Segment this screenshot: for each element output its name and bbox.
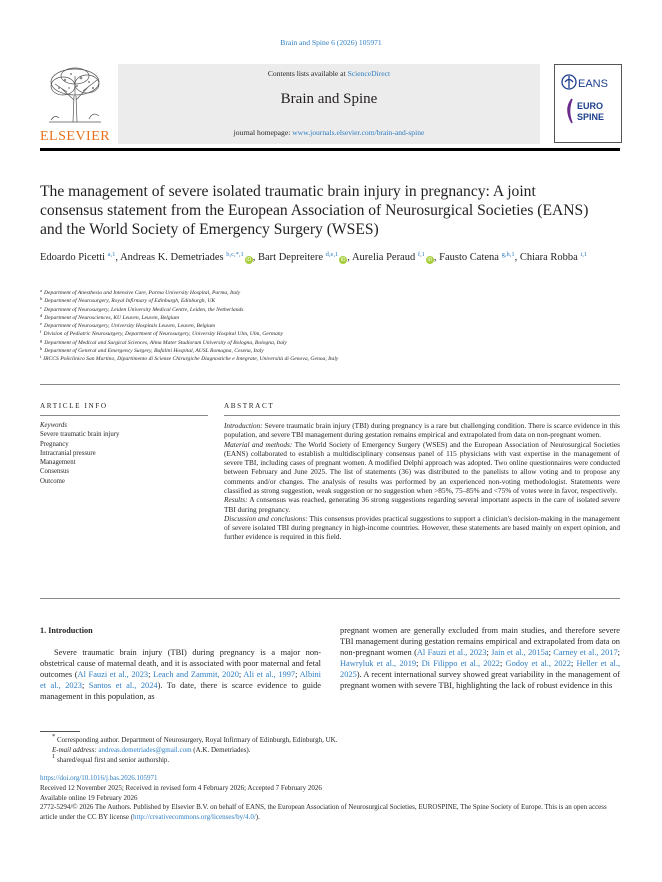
abstract-heading: ABSTRACT [224, 402, 275, 410]
journal-header-box [118, 64, 540, 144]
abstract-section-label: Material and methods: [224, 439, 293, 449]
footnotes [40, 735, 620, 765]
affiliation-item [40, 355, 620, 363]
citation-link[interactable]: Carney et al., 2017 [553, 647, 618, 657]
contents-line [118, 69, 540, 78]
author-affiliation-marks[interactable]: i,1 [580, 251, 588, 258]
keyword-item: Outcome [40, 477, 65, 485]
body-text: ; [238, 669, 244, 679]
abstract-rule [224, 415, 620, 416]
affiliation-key: a [40, 288, 42, 293]
introduction-right-column [340, 626, 620, 692]
author-separator: , [433, 252, 440, 263]
introduction-paragraph-right [340, 626, 620, 692]
affiliation-divider [40, 384, 620, 385]
affiliation-list [40, 289, 620, 364]
affiliation-item [40, 306, 620, 314]
body-text: ; [548, 647, 554, 657]
publication-info [40, 774, 620, 823]
affiliation-key: f [40, 329, 42, 335]
affiliation-text: Department of Neurosurgery, Leiden University Medical Centre, Leiden, the Netherlands [44, 306, 244, 313]
orcid-icon[interactable]: iD [340, 257, 346, 263]
article-info-rule [40, 415, 208, 416]
abstract-body [224, 421, 620, 542]
license-link[interactable]: http://creativecommons.org/licenses/by/4.0/ [133, 813, 256, 822]
keyword-item: Pregnancy [40, 440, 69, 448]
journal-name: Brain and Spine [280, 91, 378, 107]
body-text: ). To date, there is scarce evidence to guide management in this population, as [40, 680, 321, 701]
keyword-item: Consensus [40, 468, 70, 476]
affiliation-item [40, 297, 620, 305]
citation-link[interactable]: Santos et al., 2024 [88, 680, 158, 690]
body-text: ; [416, 658, 422, 668]
article-title: The management of severe isolated traumatic brain injury in pregnancy: A joint consensus statement from the European Association of Neurosurgical Societies (EANS) and the World Society of Emergency Surgery (WSES) [40, 183, 589, 238]
author-separator: , [115, 252, 121, 263]
author-name[interactable]: Fausto Catena [439, 252, 499, 263]
email-link[interactable]: andreas.demetriades@gmail.com [98, 746, 192, 754]
affiliation-text: Department of Medical and Surgical Sciences, Alma Mater Studiorum University of Bologna, Bologna, Italy [44, 339, 287, 346]
corresponding-text: Corresponding author. Department of Neurosurgery, Royal Infirmary of Edinburgh, Edinburgh, UK. [57, 736, 338, 744]
affiliation-text: IRCCS Policlinico San Martino, Dipartimento di Scienze Chirurgiche Diagnostiche e Integrate, Università di Genova, Genoa, Italy [43, 356, 339, 363]
author-name[interactable]: Aurelia Peraud [351, 252, 416, 263]
doi-link[interactable]: https://doi.org/10.1016/j.bas.2026.105971 [40, 774, 158, 782]
citation-link[interactable]: Al Fauzi et al., 2023 [416, 647, 487, 657]
keyword-item: Intracranial pressure [40, 449, 96, 457]
available-online: Available online 19 February 2026 [40, 793, 138, 802]
author-affiliation-marks[interactable]: a,1 [107, 251, 116, 258]
email-footnote [40, 745, 620, 755]
license-suffix: ). [255, 813, 260, 822]
affiliation-item [40, 314, 620, 322]
affiliation-text: Department of Neurosurgery, University Hospitals Leuven, Leuven, Belgium [44, 323, 216, 330]
introduction-left-column [40, 648, 321, 703]
elsevier-tree-icon [43, 66, 107, 124]
author-affiliation-marks[interactable]: b,c,*,1 [226, 251, 244, 258]
affiliation-key: i [40, 354, 42, 360]
homepage-prefix: journal homepage: [233, 128, 293, 137]
author-separator: , [252, 252, 258, 263]
article-info-heading: ARTICLE INFO [40, 402, 108, 410]
affiliation-item [40, 339, 620, 347]
affiliation-key: c [40, 304, 42, 310]
abstract-section-text: This consensus provides practical suggestions to support a clinician's decision-making in the management of severe isolated TBI during pregnancy in high-income countries. However, these statements are based mainly on expert opinion, and further evidence is required in this field. [224, 513, 620, 542]
journal-cover-graphic [555, 65, 621, 142]
corresponding-mark: * [52, 733, 56, 740]
eans-logo-text: EANS [578, 78, 608, 90]
abstract-paragraph [224, 440, 620, 496]
author-affiliation-marks[interactable]: g,h,1 [501, 251, 515, 258]
abstract-section-text: The World Society of Emergency Surgery (WSES) and the European Association of Neurosurgical Societies (EANS) collaborated to establish a multidisciplinary consensus panel of 115 physicians with vast expertise in the management of severe TBI, including cases of pregnant women. A modified Delphi approach was adopted. Two online questionnaires were conducted between February and June 2025. The list of statements (36) was distributed to the panelists to allow voting and to propose any comments and/or changes. The analysis of results was performed by an experienced non-voting methodologist. Statements were classified as strong suggestion, weak suggestion or no suggestion when >85%, 75–85% and <75% of votes were in favor, respectively. [224, 439, 620, 495]
affiliation-text: Department of Anesthesia and Intensive Care, Parma University Hospital, Parma, Italy [44, 290, 241, 296]
elsevier-logo[interactable] [40, 66, 110, 146]
shared-text: shared/equal first and senior authorship. [57, 756, 170, 764]
body-text: Severe traumatic brain injury (TBI) during pregnancy is a major non-obstetrical cause of maternal death, and it is associated with poor maternal and fetal outcomes ( [40, 648, 321, 679]
header-divider [40, 148, 620, 151]
author-name[interactable]: Edoardo Picetti [40, 252, 106, 263]
affiliation-key: h [40, 346, 43, 352]
body-text: ; [617, 647, 620, 657]
abstract-paragraph [224, 421, 620, 440]
citation-link[interactable]: Leach and Zammit, 2020 [153, 669, 239, 679]
body-text: ; [295, 669, 300, 679]
affiliation-item [40, 330, 620, 338]
citation-link[interactable]: Godoy et al., 2022 [505, 658, 571, 668]
elsevier-wordmark: ELSEVIER [40, 129, 111, 144]
keyword-item: Severe traumatic brain injury [40, 431, 120, 439]
affiliation-text: Division of Pediatric Neurosurgery, Department of Neurosurgery, University Hospital Ulm, Ulm, Germany [43, 331, 284, 338]
email-suffix: (A.K. Demetriades). [191, 746, 251, 754]
corresponding-footnote [40, 735, 620, 745]
journal-cover-logo[interactable] [554, 64, 622, 143]
author-separator: , [347, 252, 352, 263]
affiliation-text: Department of Neurosciences, KU Leuven, Leuven, Belgium [44, 314, 180, 321]
affiliation-key: g [40, 337, 43, 343]
keywords-block [40, 421, 210, 486]
received-dates: Received 12 November 2025; Received in revised form 4 February 2026; Accepted 7 February 2026 [40, 783, 322, 792]
author-separator: , [514, 252, 520, 263]
abstract-section-label: Discussion and conclusions: [224, 513, 308, 523]
homepage-line [118, 128, 540, 137]
keyword-item: Management [40, 459, 76, 467]
abstract-divider [40, 598, 620, 599]
keywords-label: Keywords [40, 422, 67, 429]
citation-link[interactable]: Ali et al., 1997 [243, 669, 296, 679]
body-text: ; [500, 658, 506, 668]
citation-link[interactable]: Di Filippo et al., 2022 [421, 658, 500, 668]
body-text: ). A recent international survey showed great variability in the management of pregnant women with severe TBI, highlighting the lack of robust evidence in this [340, 669, 620, 690]
orcid-icon[interactable]: iD [427, 257, 433, 263]
author-affiliation-marks[interactable]: f,1 [417, 251, 425, 258]
citation-link[interactable]: Heller et al., 2025 [340, 658, 621, 679]
contents-prefix: Contents lists available at [267, 69, 348, 78]
eurospine-logo-text-2: SPINE [577, 112, 605, 122]
eurospine-logo-text-1: EURO [577, 101, 604, 111]
body-text: ; [81, 680, 89, 690]
license-statement [40, 803, 620, 823]
affiliation-item [40, 289, 620, 297]
introduction-paragraph-left [40, 648, 321, 703]
affiliation-item [40, 347, 620, 355]
abstract-paragraph [224, 495, 620, 514]
abstract-section-label: Introduction: [224, 421, 263, 430]
affiliation-key: d [40, 312, 43, 318]
homepage-link[interactable]: www.journals.elsevier.com/brain-and-spine [292, 128, 425, 137]
affiliation-item [40, 322, 620, 330]
email-label: E-mail address: [52, 746, 97, 754]
orcid-icon[interactable]: iD [246, 257, 252, 263]
shared-authorship-footnote [40, 755, 620, 765]
journal-citation-link[interactable]: Brain and Spine 6 (2026) 105971 [280, 38, 382, 47]
sciencedirect-link[interactable]: ScienceDirect [347, 69, 391, 78]
license-text: 2772-5294/© 2026 The Authors. Published by Elsevier B.V. on behalf of EANS, the European Association of Neurosurgical Societies, EUROSPINE, The Spine Society of Europe. This is an open access article under the CC BY license ( [40, 803, 607, 822]
footnote-rule [40, 731, 80, 732]
author-name[interactable]: Andreas K. Demetriades [120, 252, 224, 263]
author-list [40, 250, 620, 265]
affiliation-key: b [40, 296, 43, 302]
abstract-paragraph [224, 514, 620, 542]
affiliation-text: Department of General and Emergency Surgery, Bufalini Hospital, AUSL Romagna, Cesena, Italy [44, 348, 264, 355]
keyword-list [40, 430, 210, 486]
citation-link[interactable]: Al Fauzi et al., 2023 [77, 669, 149, 679]
abstract-section-text: A consensus was reached, generating 36 strong suggestions regarding several important aspects in the care of isolated severe TBI during pregnancy. [224, 495, 620, 514]
body-text: ; [148, 669, 154, 679]
abstract-section-label: Results: [224, 495, 248, 505]
citation-link[interactable]: Jain et al., 2015a [491, 647, 549, 657]
author-name[interactable]: Chiara Robba [519, 252, 578, 263]
citation-link[interactable]: Hawryluk et al., 2019 [340, 658, 417, 668]
author-name[interactable]: Bart Depreitere [258, 252, 324, 263]
body-text: pregnant women are generally excluded from main studies, and therefore severe TBI management during gestation remains empirical and extrapolated from data on non-pregnant women ( [340, 626, 620, 657]
abstract-section-text: Severe traumatic brain injury (TBI) during pregnancy is a rare but challenging condition. There is scarce evidence in this population, and severe TBI management during gestation remains empirical and extrapolated from data on non-pregnant women. [224, 421, 620, 440]
introduction-heading: 1. Introduction [40, 626, 93, 635]
affiliation-key: e [40, 321, 42, 327]
shared-mark: 1 [52, 753, 56, 760]
body-text: ; [486, 647, 492, 657]
citation-link[interactable]: Albini et al., 2023 [40, 669, 321, 690]
body-text: ; [570, 658, 577, 668]
author-affiliation-marks[interactable]: d,e,1 [325, 251, 339, 258]
affiliation-text: Department of Neurosurgery, Royal Infirmary of Edinburgh, Edinburgh, UK [44, 298, 216, 305]
